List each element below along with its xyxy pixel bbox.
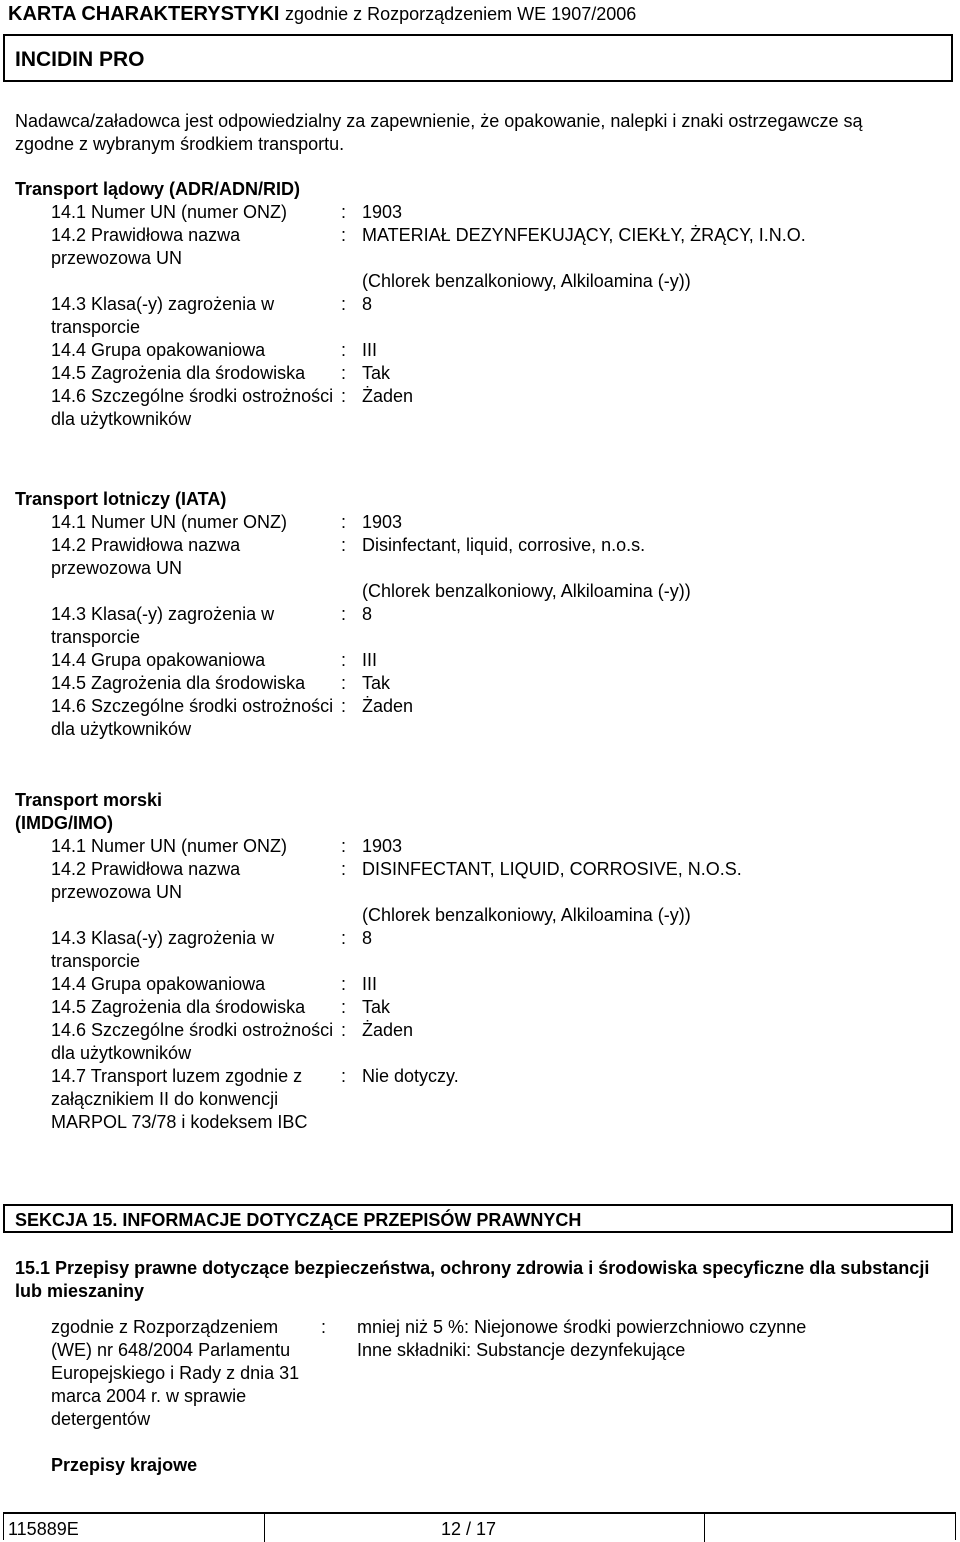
field-label: 14.1 Numer UN (numer ONZ) (51, 202, 288, 222)
field-row (15, 835, 945, 858)
field-label: 14.2 Prawidłowa nazwa przewozowa UN (51, 225, 241, 268)
field-value: 1903 (362, 836, 403, 856)
field-row (15, 927, 945, 973)
field-label: 14.5 Zagrożenia dla środowiska (51, 673, 306, 693)
field-row (15, 973, 945, 996)
field-separator: : (341, 859, 347, 879)
field-label: 14.2 Prawidłowa nazwa przewozowa UN (51, 535, 241, 578)
field-separator: : (341, 673, 347, 693)
field-label: 14.6 Szczególne środki ostrożności dla użytkowników (51, 696, 334, 739)
product-name-box (3, 34, 953, 82)
field-value: 1903 (362, 202, 403, 222)
field-value: III (362, 650, 378, 670)
field-value: Tak (362, 673, 391, 693)
field-separator: : (341, 604, 347, 624)
field-separator: : (341, 294, 347, 314)
section-15-title: SEKCJA 15. INFORMACJE DOTYCZĄCE PRZEPISÓW PRAWNYCH (15, 1210, 582, 1230)
field-value: Nie dotyczy. (362, 1066, 459, 1086)
product-name: INCIDIN PRO (15, 48, 145, 71)
document-code: 115889E (8, 1519, 79, 1539)
shipper-notice: Nadawca/załadowca jest odpowiedzialny za zapewnienie, że opakowanie, nalepki i znaki ostrzegawcze są zgodne z wybranym środkiem transportu. (15, 111, 863, 154)
shipping-name: Disinfectant, liquid, corrosive, n.o.s. (362, 535, 646, 555)
field-label: 14.3 Klasa(-y) zagrożenia w transporcie (51, 928, 275, 971)
field-value: Żaden (362, 696, 414, 716)
field-label: 14.4 Grupa opakowaniowa (51, 340, 266, 360)
field-value: Tak (362, 997, 391, 1017)
field-separator: : (341, 535, 347, 555)
field-separator: : (341, 836, 347, 856)
detergent-regulation-row (51, 1316, 941, 1431)
section-title: Transport lotniczy (IATA) (15, 489, 227, 509)
footer-divider (264, 1514, 265, 1542)
field-row (15, 339, 945, 362)
field-row (15, 293, 945, 339)
field-row (15, 649, 945, 672)
field-value: 8 (362, 928, 373, 948)
field-value: 8 (362, 604, 373, 624)
field-row (15, 224, 945, 293)
field-value: Żaden (362, 386, 414, 406)
field-value: III (362, 974, 378, 994)
field-label: 14.1 Numer UN (numer ONZ) (51, 512, 288, 532)
footer-divider (704, 1514, 705, 1542)
document-title-main: KARTA CHARAKTERYSTYKI (8, 3, 280, 25)
field-label: 14.2 Prawidłowa nazwa przewozowa UN (51, 859, 241, 902)
field-label: 14.3 Klasa(-y) zagrożenia w transporcie (51, 294, 275, 337)
page-footer (3, 1512, 956, 1540)
field-value: III (362, 340, 378, 360)
page-number: 12 / 17 (441, 1519, 497, 1539)
field-value: Tak (362, 363, 391, 383)
subsection-15-1-title: 15.1 Przepisy prawne dotyczące bezpieczeństwa, ochrony zdrowia i środowiska specyficzne dla substancji lub mieszaniny (15, 1258, 930, 1301)
field-label: 14.5 Zagrożenia dla środowiska (51, 997, 306, 1017)
field-separator: : (341, 997, 347, 1017)
field-separator: : (341, 1066, 347, 1086)
field-separator: : (341, 512, 347, 532)
field-separator: : (321, 1317, 327, 1337)
shipping-name-components: (Chlorek benzalkoniowy, Alkiloamina (-y)) (362, 581, 691, 601)
shipping-name: MATERIAŁ DEZYNFEKUJĄCY, CIEKŁY, ŻRĄCY, I.N.O. (362, 225, 806, 245)
field-separator: : (341, 928, 347, 948)
field-row (15, 1019, 945, 1065)
field-label: 14.4 Grupa opakowaniowa (51, 650, 266, 670)
field-row (15, 672, 945, 695)
regulation-value-line: Inne składniki: Substancje dezynfekujące (357, 1340, 686, 1360)
field-value: Żaden (362, 1020, 414, 1040)
field-label: 14.5 Zagrożenia dla środowiska (51, 363, 306, 383)
field-separator: : (341, 386, 347, 406)
field-row (15, 603, 945, 649)
field-row (15, 385, 945, 431)
field-value: 8 (362, 294, 373, 314)
field-value (362, 858, 945, 927)
field-separator: : (341, 696, 347, 716)
field-separator: : (341, 1020, 347, 1040)
regulation-value-line: mniej niż 5 %: Niejonowe środki powierzchniowo czynne (357, 1317, 807, 1337)
field-row (15, 201, 945, 224)
document-title-regulation: zgodnie z Rozporządzeniem WE 1907/2006 (285, 4, 637, 24)
field-separator: : (341, 225, 347, 245)
regulation-value (357, 1316, 941, 1431)
field-separator: : (341, 974, 347, 994)
section-land-transport (15, 178, 945, 431)
section-sea-transport (15, 789, 945, 1134)
field-row (15, 362, 945, 385)
field-label: 14.1 Numer UN (numer ONZ) (51, 836, 288, 856)
field-label: 14.3 Klasa(-y) zagrożenia w transporcie (51, 604, 275, 647)
field-row (15, 858, 945, 927)
section-air-transport (15, 488, 945, 741)
field-label: 14.6 Szczególne środki ostrożności dla użytkowników (51, 1020, 334, 1063)
field-row (15, 1065, 945, 1134)
shipping-name: DISINFECTANT, LIQUID, CORROSIVE, N.O.S. (362, 859, 742, 879)
field-row (15, 695, 945, 741)
field-row (15, 996, 945, 1019)
regulation-label: zgodnie z Rozporządzeniem (WE) nr 648/2004 Parlamentu Europejskiego i Rady z dnia 31 marca 2004 r. w sprawie detergentów (51, 1317, 300, 1429)
field-separator: : (341, 340, 347, 360)
document-title (8, 2, 636, 26)
field-label: 14.7 Transport luzem zgodnie z załącznikiem II do konwencji MARPOL 73/78 i kodeksem IBC (51, 1066, 308, 1132)
shipping-name-components: (Chlorek benzalkoniowy, Alkiloamina (-y)) (362, 905, 691, 925)
field-value: 1903 (362, 512, 403, 532)
field-row (15, 511, 945, 534)
field-label: 14.6 Szczególne środki ostrożności dla użytkowników (51, 386, 334, 429)
field-label: 14.4 Grupa opakowaniowa (51, 974, 266, 994)
field-value (362, 224, 945, 293)
shipping-name-components: (Chlorek benzalkoniowy, Alkiloamina (-y)) (362, 271, 691, 291)
section-title: Transport morski (IMDG/IMO) (15, 790, 163, 833)
national-regulations-title: Przepisy krajowe (51, 1455, 198, 1475)
field-separator: : (341, 202, 347, 222)
field-value (362, 534, 945, 603)
section-title: Transport lądowy (ADR/ADN/RID) (15, 179, 301, 199)
field-separator: : (341, 363, 347, 383)
field-separator: : (341, 650, 347, 670)
section-15-header (3, 1204, 953, 1233)
field-row (15, 534, 945, 603)
